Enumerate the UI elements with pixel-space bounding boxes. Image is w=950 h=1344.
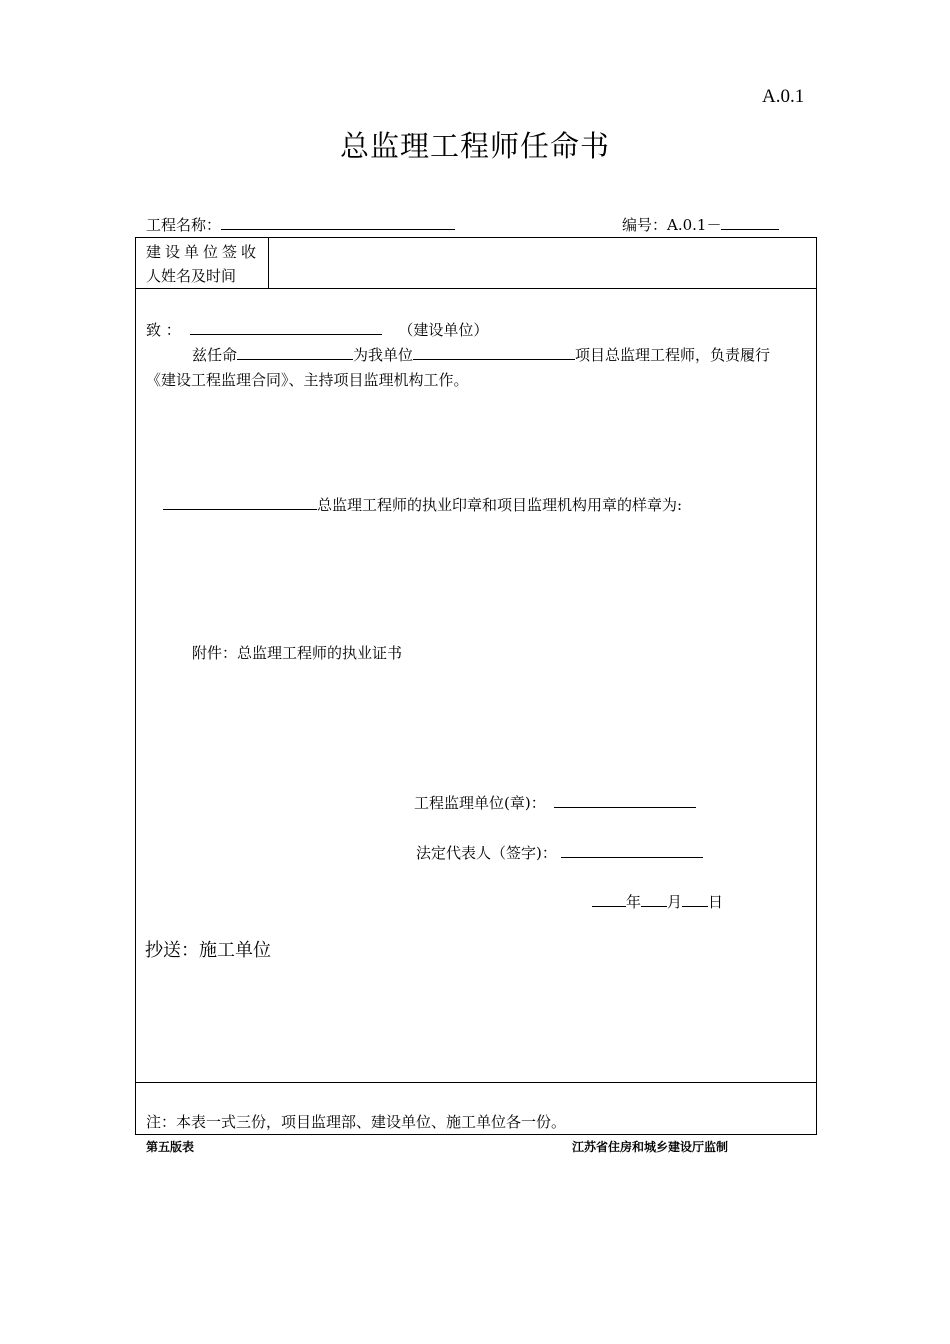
footer-issuer: 江苏省住房和城乡建设厅监制 [572,1140,729,1154]
form-code: A.0.1 [762,86,805,107]
appoint-middle: 为我单位 [353,346,414,364]
sign-row-value[interactable] [270,238,816,288]
appointee-blank[interactable] [237,345,353,360]
to-suffix: （建设单位） [398,321,489,339]
note-text: 注：本表一式三份，项目监理部、建设单位、施工单位各一份。 [146,1113,567,1131]
date-day: 日 [708,893,724,911]
to-line [146,319,488,340]
sign-label-line2: 人姓名及时间 [146,267,237,285]
sign-row [136,238,816,289]
appoint-line2: 《建设工程监理合同》、主持项目监理机构工作。 [146,371,469,389]
number-blank[interactable] [721,215,779,230]
project-blank[interactable] [413,345,575,360]
day-blank[interactable] [682,892,708,907]
page-title: 总监理工程师任命书 [339,129,610,163]
sign-row-label [136,238,269,288]
footer-edition: 第五版表 [146,1140,195,1154]
month-blank[interactable] [641,892,667,907]
appoint-suffix: 项目总监理工程师，负责履行 [575,346,771,364]
cc-line: 抄送：施工单位 [145,940,271,961]
to-label: 致 ： [146,321,181,339]
appointment-form [135,237,817,1135]
year-blank[interactable] [592,892,626,907]
number-label: 编号：A.0.1－ [622,216,722,234]
rep-blank[interactable] [561,843,703,858]
project-name-label: 工程名称： [146,216,222,234]
rep-line [416,842,703,863]
to-blank[interactable] [190,320,382,335]
date-line [592,891,723,912]
appoint-line [192,344,770,365]
attachment: 附件：总监理工程师的执业证书 [192,644,403,662]
date-month: 月 [667,893,683,911]
engineer-name-blank[interactable] [163,495,317,510]
project-name-blank[interactable] [221,215,455,230]
project-name-field [146,214,455,235]
seal-text: 总监理工程师的执业印章和项目监理机构用章的样章为: [317,496,683,514]
note-row [136,1082,816,1135]
unit-line [414,792,696,813]
rep-label: 法定代表人（签字)： [416,844,557,862]
number-field [622,214,779,235]
unit-label: 工程监理单位(章)： [414,794,546,812]
appoint-prefix: 兹任命 [192,346,238,364]
date-year: 年 [626,893,642,911]
seal-line [163,494,682,515]
unit-blank[interactable] [554,793,696,808]
sign-label-line1: 建设单位签收 [146,243,261,261]
